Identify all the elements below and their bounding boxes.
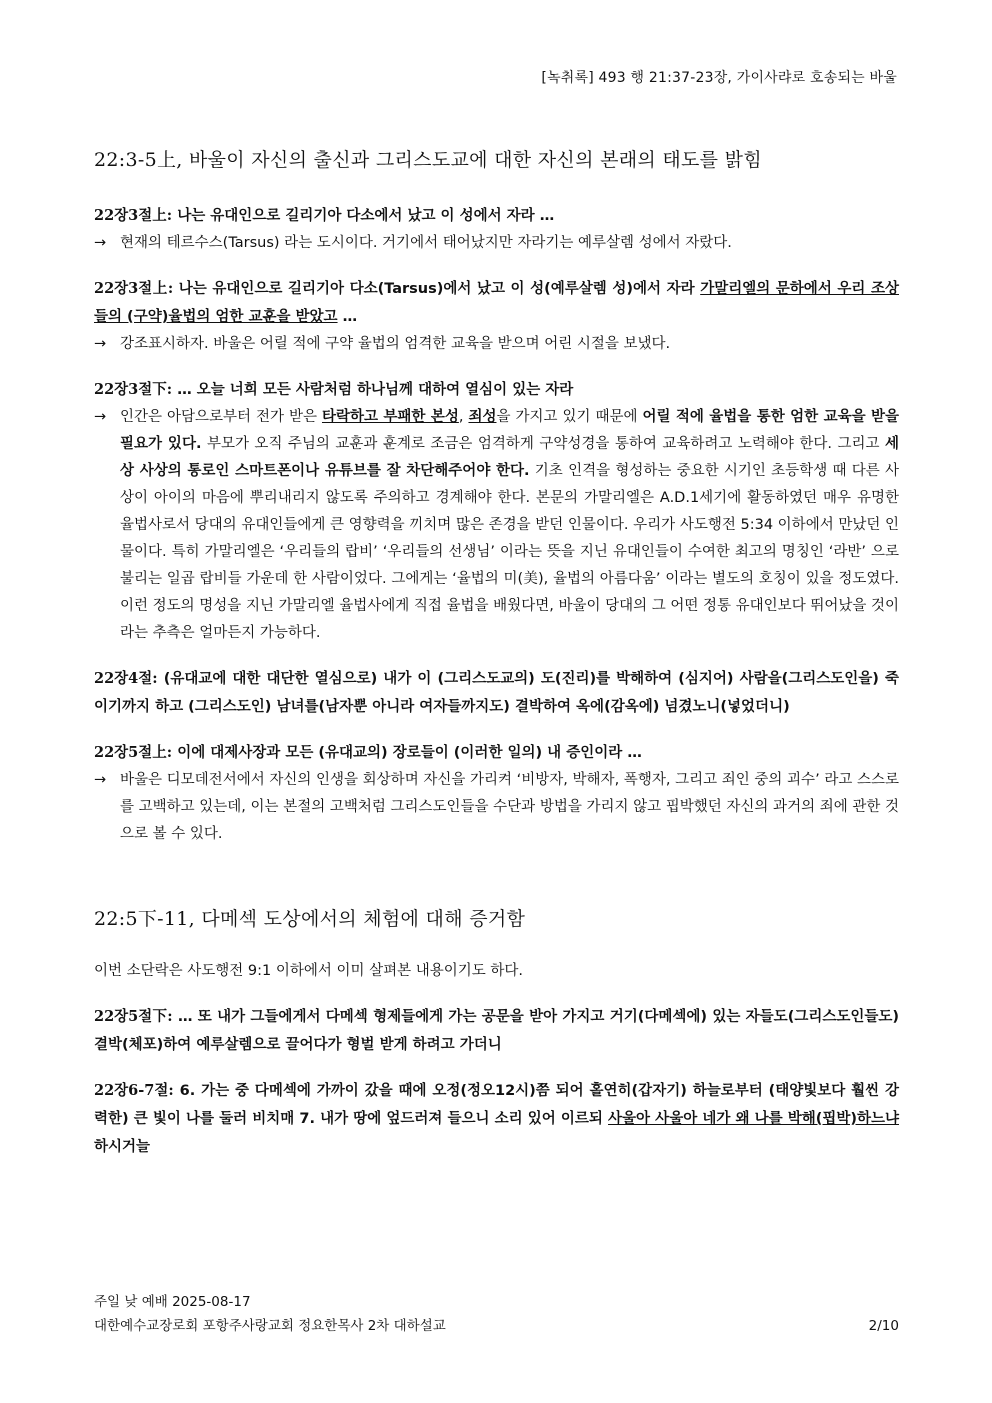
arrow-icon: →	[94, 235, 107, 251]
note-segment: 인간은 아담으로부터 전가 받은	[120, 409, 322, 425]
verse-line	[94, 275, 899, 331]
verse-text: … 또 내가 그들에게서 다메섹 형제들에게 가는 공문을 받아 가지고 거기(다메섹에) 있는 자들도(그리스도인들도) 결박(체포)하여 예루살렘으로 끌어다가 형벌 받게 하려고 가더니	[94, 1009, 899, 1053]
verse-line	[94, 1077, 899, 1161]
note-bold: 세상 사상의 통로인 스마트폰이나 유튜브를 잘 차단해주어야 한다.	[120, 436, 900, 479]
commentary-note	[94, 331, 899, 358]
verse-ref: 22장5절上:	[94, 744, 178, 761]
verse-text: … 오늘 너희 모든 사람처럼 하나님께 대하여 열심이 있는 자라	[177, 382, 574, 398]
footer-row	[94, 1314, 899, 1338]
verse-ref: 22장3절下:	[94, 381, 178, 398]
note-emphasis: 타락하고 부패한 본성	[321, 409, 459, 425]
note-segment: ,	[458, 409, 469, 425]
arrow-icon: →	[94, 409, 107, 425]
verse-ref: 22장4절:	[94, 670, 164, 687]
main-content	[94, 145, 899, 1161]
verse-text: 나는 유대인으로 길리기아 다소에서 났고 이 성에서 자라 …	[177, 208, 555, 224]
verse-text: …	[337, 309, 358, 325]
verse-ref: 22장3절上:	[94, 207, 178, 224]
verse-text: 나는 유대인으로 길리기아 다소(Tarsus)에서 났고 이 성(예루살렘 성)에서 자라	[178, 281, 701, 297]
verse-ref: 22장6-7절:	[94, 1082, 180, 1099]
note-text: 바울은 디모데전서에서 자신의 인생을 회상하며 자신을 가리켜 ‘비방자, 박해자, 폭행자, 그리고 죄인 중의 괴수’ 라고 스스로를 고백하고 있는데, 이는 본절의 고백처럼 그리스도인들을 수단과 방법을 가리지 않고 핍박했던 자신의 과거의 죄에 관한 것으로 볼 수 있다.	[120, 772, 899, 842]
commentary-note	[94, 230, 899, 257]
commentary-note	[94, 767, 899, 848]
arrow-icon: →	[94, 772, 107, 788]
arrow-icon: →	[94, 336, 107, 352]
verse-line	[94, 202, 899, 230]
verse-text: 이에 대제사장과 모든 (유대교의) 장로들이 (이러한 일의) 내 증인이라 …	[177, 745, 642, 761]
note-segment: 기초 인격을 형성하는 중요한 시기인 초등학생 때 다른 사상이 아이의 마음에 뿌리내리지 않도록 주의하고 경계해야 한다. 본문의 가말리엘은 A.D.1세기에 활동하였던 매우 유명한 율법사로서 당대의 유대인들에게 큰 영향력을 끼치며 많은 존경을 받던 인물이다. 우리가 사도행전 5:34 이하에서 만났던 인물이다. 특히 가말리엘은 ‘우리들의 랍비’ ‘우리들의 선생님’ 이라는 뜻을 지닌 유대인들이 수여한 최고의 명칭인 ‘라반’ 으로 불리는 일곱 랍비들 가운데 한 사람이었다. 그에게는 ‘율법의 미(美), 율법의 아름다움’ 이라는 별도의 호칭이 있을 정도였다. 이런 정도의 명성을 지닌 가말리엘 율법사에게 직접 율법을 배웠다면, 바울이 당대의 그 어떤 정통 유대인보다 뛰어났을 것이라는 추측은 얼마든지 가능하다.	[120, 463, 899, 641]
section-intro: 이번 소단락은 사도행전 9:1 이하에서 이미 살펴본 내용이기도 하다.	[94, 963, 523, 979]
note-text: 강조표시하자. 바울은 어릴 적에 구약 율법의 엄격한 교육을 받으며 어린 시절을 보냈다.	[120, 336, 671, 352]
note-emphasis: 죄성	[468, 409, 497, 425]
verse-text: 하시거늘	[94, 1139, 151, 1155]
note-bold: 어릴 적에 율법을 통한 엄한 교육을 받을 필요가 있다.	[120, 409, 900, 452]
footer-church: 대한예수교장로회 포항주사랑교회 정요한목사 2차 대하설교	[94, 1318, 446, 1334]
verse-line	[94, 1003, 899, 1059]
verse-text-underlined: 가말리엘의 문하에서 우리 조상들의 (구약)율법의 엄한 교훈을 받았고	[94, 281, 899, 325]
verse-text: 6. 가는 중 다메섹에 가까이 갔을 때에 오정(정오12시)쯤 되어 홀연히(갑자기) 하늘로부터 (태양빛보다 훨씬 강력한) 큰 빛이 나를 둘러 비치매 7. 내가 땅에 엎드러져 들으니 소리 있어 이르되	[94, 1083, 899, 1127]
page-number: 2/10	[868, 1318, 899, 1334]
verse-ref: 22장3절上:	[94, 280, 179, 297]
section-title: 22:3-5上, 바울이 자신의 출신과 그리스도교에 대한 자신의 본래의 태도를 밝힘	[94, 149, 762, 171]
verse-ref: 22장5절下:	[94, 1008, 178, 1025]
section-title: 22:5下-11, 다메섹 도상에서의 체험에 대해 증거함	[94, 908, 526, 930]
verse-line	[94, 665, 899, 721]
page-header: [녹취록] 493 행 21:37-23장, 가이사랴로 호송되는 바울	[541, 70, 897, 86]
verse-line	[94, 376, 899, 404]
verse-line	[94, 739, 899, 767]
note-text: 현재의 테르수스(Tarsus) 라는 도시이다. 거기에서 태어났지만 자라기는 예루살렘 성에서 자랐다.	[120, 235, 732, 251]
note-segment: 부모가 오직 주님의 교훈과 훈계로 조금은 엄격하게 구약성경을 통하여 교육하려고 노력해야 한다. 그리고	[201, 436, 885, 452]
commentary-note	[94, 404, 899, 647]
note-segment: 을 가지고 있기 때문에	[496, 409, 643, 425]
page-footer	[94, 1290, 899, 1338]
note-text	[120, 404, 899, 647]
footer-date: 주일 낮 예배 2025-08-17	[94, 1294, 251, 1310]
verse-text: (유대교에 대한 대단한 열심으로) 내가 이 (그리스도교의) 도(진리)를 박해하여 (심지어) 사람을(그리스도인을) 죽이기까지 하고 (그리스도인) 남녀를(남자뿐 아니라 여자들까지도) 결박하여 옥에(감옥에) 넘겼노니(넣었더니)	[94, 671, 899, 715]
verse-text-underlined: 사울아 사울아 네가 왜 나를 박해(핍박)하느냐	[608, 1111, 899, 1127]
